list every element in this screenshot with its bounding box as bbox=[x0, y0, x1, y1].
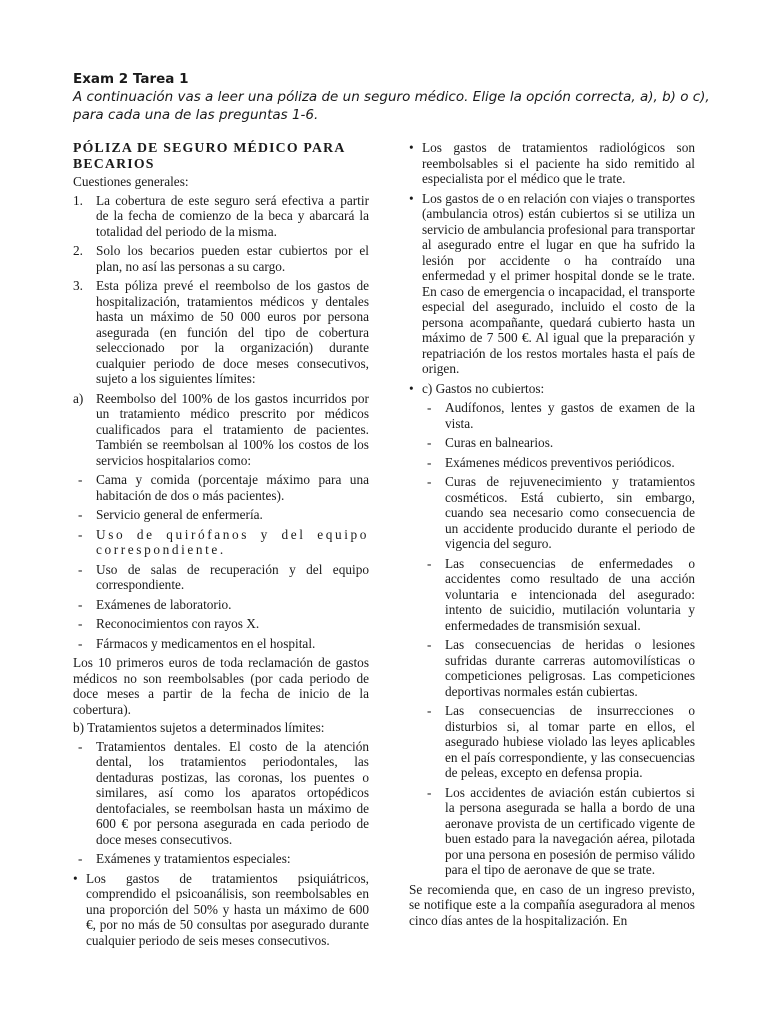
dash-marker: - bbox=[427, 400, 432, 415]
bullet-marker: • bbox=[73, 870, 78, 886]
list-item-text: Servicio general de enfermería. bbox=[96, 507, 263, 522]
limited-treatments-list bbox=[73, 739, 369, 867]
list-item-text: Las consecuencias de heridas o lesiones sufridas durante carreras automovilísticas o competiciones peligrosas. Las competiciones deportivas normales están cubiertas. bbox=[445, 637, 695, 699]
bullet-marker: • bbox=[409, 140, 414, 155]
list-item bbox=[422, 703, 695, 781]
dash-marker: - bbox=[78, 472, 83, 487]
list-item bbox=[73, 562, 369, 593]
list-item bbox=[73, 636, 369, 652]
item-text: Reembolso del 100% de los gastos incurridos por un tratamiento médico prescrito por médicos cualificados para el tratamiento de pacientes. También se reembolsan al 100% los costos de los servicios hospitalarios como: bbox=[96, 390, 369, 468]
bullet-item bbox=[73, 871, 369, 949]
item-marker: a) bbox=[73, 390, 84, 406]
item-marker: 3. bbox=[73, 278, 83, 293]
bullet-item bbox=[409, 191, 695, 377]
list-item-text: Reconocimientos con rayos X. bbox=[96, 616, 260, 631]
dash-marker: - bbox=[78, 851, 83, 866]
list-item bbox=[73, 616, 369, 632]
list-item bbox=[73, 851, 369, 867]
left-column bbox=[73, 140, 369, 952]
numbered-item bbox=[73, 391, 369, 469]
list-item-text: Exámenes médicos preventivos periódicos. bbox=[445, 454, 675, 470]
dash-marker: - bbox=[427, 435, 432, 450]
list-item bbox=[422, 556, 695, 634]
hospital-services-list bbox=[73, 472, 369, 651]
bullet-text: c) Gastos no cubiertos: bbox=[422, 380, 545, 396]
bullet-text: Los gastos de tratamientos psiquiátricos, comprendido el psicoanálisis, son reembolsables en una proporción del 50% y hasta un máximo de 600 €, por no más de 50 consultas por asegurado durante cualquier periodo de seis meses consecutivos. bbox=[86, 870, 369, 948]
closing-paragraph: Se recomienda que, en caso de un ingreso previsto, se notifique este a la compañía aseguradora al menos cinco días antes de la hospitalización. En bbox=[409, 881, 695, 928]
list-item bbox=[73, 507, 369, 523]
bullet-item bbox=[409, 140, 695, 187]
dash-marker: - bbox=[78, 635, 83, 651]
item-marker: 2. bbox=[73, 243, 83, 258]
first-ten-euros-note: Los 10 primeros euros de toda reclamación de gastos médicos no son reembolsables (por cada periodo de doce meses a partir de la fecha de inicio de la cobertura). bbox=[73, 655, 369, 717]
list-item bbox=[73, 472, 369, 503]
list-item bbox=[422, 400, 695, 431]
item-text: Esta póliza prevé el reembolso de los gastos de hospitalización, tratamientos médicos y dentales hasta un máximo de 50 000 euros por persona asegurada (en función del tipo de cobertura seleccionado por la organización) durante cualquier periodo de doce meses consecutivos, sujeto a los siguientes límites: bbox=[96, 278, 369, 386]
list-item-text: Tratamientos dentales. El costo de la atención dental, los tratamientos periodontales, las dentaduras postizas, las coronas, los puentes o similares, así como los aparatos ortopédicos dentofaciales, se reembolsan hasta un máximo de 600 € por persona asegurada en cada periodo de doce meses consecutivos. bbox=[96, 738, 369, 847]
list-item-text: Curas de rejuvenecimiento y tratamientos cosméticos. Está cubierto, sin embargo, cuando sea necesario como consecuencia de un accidente producido durante el periodo de vigencia del seguro. bbox=[445, 474, 695, 551]
dash-marker: - bbox=[78, 616, 83, 631]
list-item bbox=[73, 527, 369, 558]
list-item-text: Exámenes y tratamientos especiales: bbox=[96, 851, 291, 866]
list-item-text: Las consecuencias de enfermedades o accidentes como resultado de una acción voluntaria e intencionada del asegurado: intento de suicidio, mutilación voluntaria y enfermedades de transmisión sexual. bbox=[445, 555, 695, 633]
list-item-text: Las consecuencias de insurrecciones o disturbios si, al tomar parte en ellos, el asegurado hubiese violado las leyes aplicables en el país correspondiente, y las consecuencias de peleas, excepto en defensa propia. bbox=[445, 703, 695, 780]
numbered-item bbox=[73, 193, 369, 240]
right-column bbox=[409, 140, 695, 931]
dash-marker: - bbox=[78, 507, 83, 522]
section-b-heading: b) Tratamientos sujetos a determinados límites: bbox=[73, 720, 325, 735]
item-text: Solo los becarios pueden estar cubiertos por el plan, no así las personas a su cargo. bbox=[96, 243, 369, 274]
list-item-text: Fármacos y medicamentos en el hospital. bbox=[96, 635, 316, 651]
list-item bbox=[422, 455, 695, 471]
exam-title: Exam 2 Tarea 1 bbox=[73, 71, 189, 87]
list-item bbox=[73, 739, 369, 848]
item-text: La cobertura de este seguro será efectiva a partir de la fecha de comienzo de la beca y abarcará la totalidad del periodo de la misma. bbox=[96, 192, 369, 239]
list-item-text: Curas en balnearios. bbox=[445, 435, 554, 450]
policy-title: PÓLIZA DE SEGURO MÉDICO PARA BECARIOS bbox=[73, 140, 345, 171]
exam-header bbox=[73, 70, 713, 124]
not-covered-list bbox=[409, 400, 695, 878]
bullet-item bbox=[409, 381, 695, 397]
dash-marker: - bbox=[427, 454, 432, 470]
list-item-text: Audífonos, lentes y gastos de examen de la vista. bbox=[445, 400, 695, 431]
dash-marker: - bbox=[78, 526, 83, 542]
dash-marker: - bbox=[427, 784, 432, 800]
list-item-text: Los accidentes de aviación están cubiertos si la persona asegurada se halla a bordo de una aeronave provista de un certificado vigente de buen estado para la navegación aérea, pilotada por una persona en posesión de permiso válido para el tipo de aeronave de que se trate. bbox=[445, 784, 695, 877]
bullet-marker: • bbox=[409, 190, 414, 206]
list-item bbox=[73, 597, 369, 613]
exam-instructions: A continuación vas a leer una póliza de un seguro médico. Elige la opción correcta, a), b) o c), para cada una de las preguntas 1-6. bbox=[73, 89, 710, 123]
bullet-text: Los gastos de o en relación con viajes o transportes (ambulancia otros) están cubiertos si se utiliza un servicio de ambulancia profesional para transportar al asegurado entre el lugar en que ha sufrido la lesión por accidente o ha contraído una enfermedad y el primer hospital donde se le trate. En caso de emergencia o incapacidad, el transporte especial del asegurado, incluido el costo de la persona acompañante, quedará cubierto hasta un máximo de 7 500 €. Al igual que la preparación y repatriación de los restos mortales hasta el país de origen. bbox=[422, 190, 695, 376]
dash-marker: - bbox=[78, 561, 83, 577]
dash-marker: - bbox=[427, 703, 432, 718]
dash-marker: - bbox=[427, 474, 432, 489]
list-item bbox=[422, 637, 695, 699]
numbered-item bbox=[73, 278, 369, 387]
list-item bbox=[422, 435, 695, 451]
list-item-text: Exámenes de laboratorio. bbox=[96, 596, 232, 612]
dash-marker: - bbox=[427, 555, 432, 571]
list-item bbox=[422, 474, 695, 552]
list-item-text: Uso de salas de recuperación y del equipo correspondiente. bbox=[96, 561, 369, 592]
general-heading: Cuestiones generales: bbox=[73, 174, 189, 189]
list-item bbox=[422, 785, 695, 878]
dash-marker: - bbox=[78, 596, 83, 612]
dash-marker: - bbox=[78, 738, 83, 754]
bullet-marker: • bbox=[409, 380, 414, 396]
numbered-item bbox=[73, 243, 369, 274]
dash-marker: - bbox=[427, 637, 432, 652]
item-marker: 1. bbox=[73, 192, 83, 208]
bullet-text: Los gastos de tratamientos radiológicos son reembolsables si el paciente ha sido remitido al especialista por el médico que le trate. bbox=[422, 140, 695, 186]
list-item-text: Cama y comida (porcentaje máximo para una habitación de dos o más pacientes). bbox=[96, 472, 369, 503]
list-item-text: Uso de quirófanos y del equipo correspondiente. bbox=[96, 526, 369, 557]
